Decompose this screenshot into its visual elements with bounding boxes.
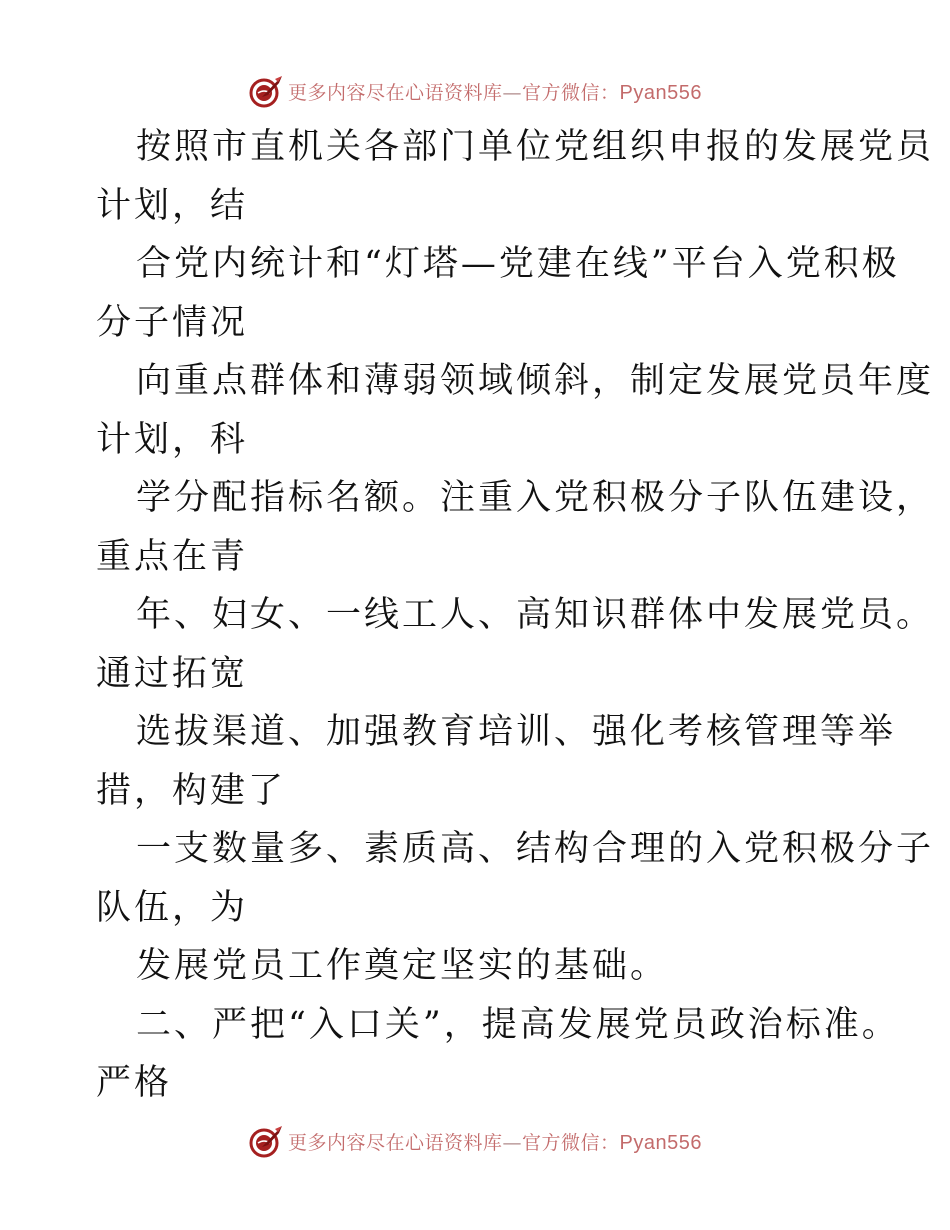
- text-line: 严格: [96, 1063, 173, 1103]
- text-line: 分子情况: [96, 302, 249, 343]
- text-line: 二、严把“入口关”，提高发展党员政治标准。: [136, 1004, 900, 1045]
- text-line: 发展党员工作奠定坚实的基础。: [136, 946, 669, 986]
- banner-main-text: 更多内容尽在心语资料库: [288, 81, 503, 104]
- document-body: [96, 118, 935, 1113]
- text-line: 学分配指标名额。注重入党积极分子队伍建设，: [136, 478, 935, 518]
- header-banner-text: [288, 78, 702, 105]
- text-line: 计划，科: [96, 419, 249, 460]
- text-line: 合党内统计和“灯塔—党建在线”平台入党积极: [136, 244, 900, 284]
- text-line: 按照市直机关各部门单位党组织申报的发展党员: [136, 127, 935, 167]
- quill-seal-logo-icon: [248, 73, 284, 109]
- banner-separator: —: [502, 1131, 523, 1154]
- text-line: 年、妇女、一线工人、高知识群体中发展党员。: [136, 595, 935, 635]
- text-line: 队伍，为: [96, 887, 249, 928]
- quill-seal-logo-icon: [248, 1123, 284, 1159]
- text-line: 向重点群体和薄弱领域倾斜，制定发展党员年度: [136, 361, 935, 401]
- footer-banner: [0, 1121, 950, 1161]
- header-banner-inner: [248, 73, 702, 109]
- banner-main-text: 更多内容尽在心语资料库: [288, 1131, 503, 1154]
- text-line: 一支数量多、素质高、结构合理的入党积极分子: [136, 829, 935, 869]
- banner-wechat-label: 官方微信：: [522, 81, 620, 104]
- banner-separator: —: [502, 81, 523, 104]
- banner-wechat-id: Pyan556: [619, 81, 702, 104]
- text-line: 选拔渠道、加强教育培训、强化考核管理等举: [136, 712, 897, 752]
- text-line: 措，构建了: [96, 770, 287, 811]
- text-line: 通过拓宽: [96, 653, 249, 694]
- banner-wechat-label: 官方微信：: [522, 1131, 620, 1154]
- text-line: 重点在青: [96, 536, 249, 577]
- banner-wechat-id: Pyan556: [619, 1131, 702, 1154]
- footer-banner-inner: [248, 1123, 702, 1159]
- footer-banner-text: [288, 1128, 702, 1155]
- text-line: 计划，结: [96, 185, 249, 226]
- header-banner: [0, 71, 950, 111]
